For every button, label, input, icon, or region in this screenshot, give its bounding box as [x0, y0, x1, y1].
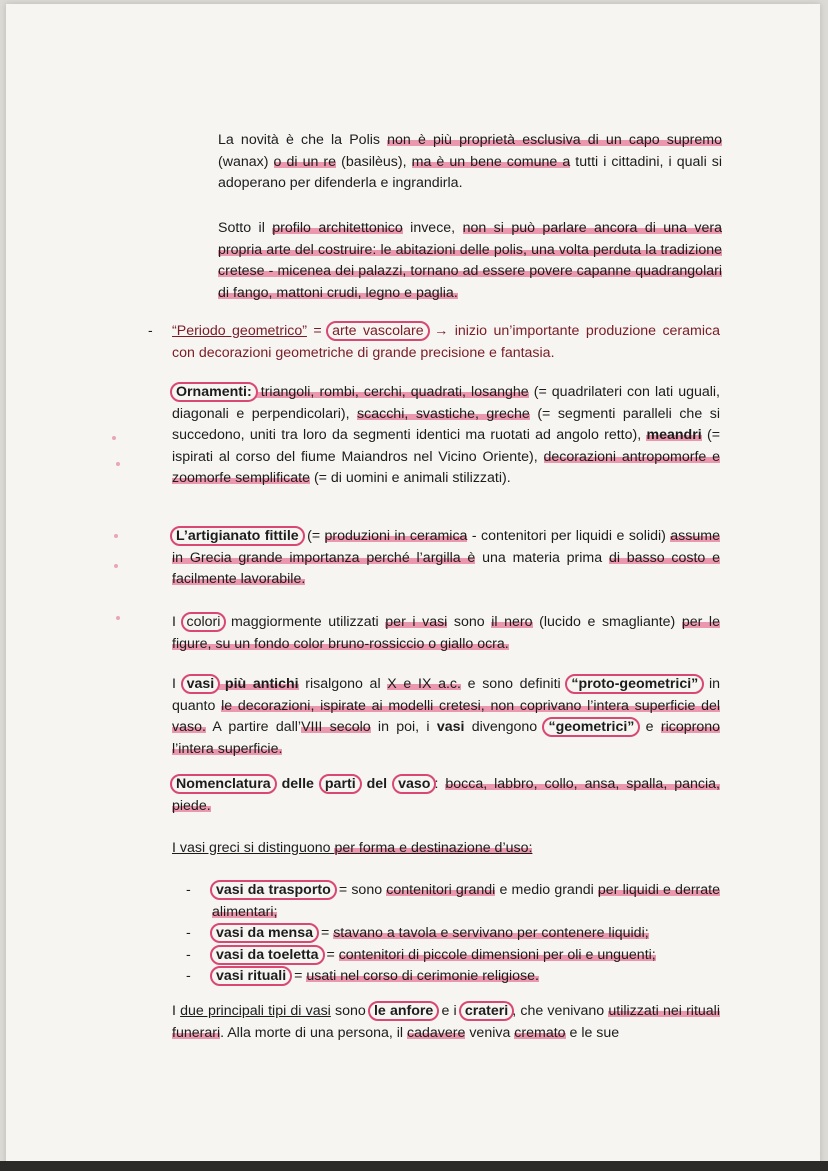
- highlight: per i vasi: [385, 614, 448, 630]
- text: sono: [330, 1003, 370, 1019]
- text: = sono: [334, 882, 387, 898]
- text: invece,: [402, 220, 463, 236]
- circled-term: parti: [319, 774, 362, 794]
- paragraph-anfore-crateri: [172, 1001, 720, 1044]
- text: in quanto: [172, 676, 720, 714]
- circled-term: “geometrici”: [542, 717, 640, 737]
- paragraph-periodo-geometrico: [172, 321, 720, 364]
- text: Sotto il: [218, 220, 273, 236]
- highlight: per le figure, su un fondo color bruno-rossiccio o giallo ocra.: [172, 614, 720, 652]
- text: (= ispirati al corso del fiume Maiandros nel Vicino Oriente),: [172, 427, 720, 465]
- highlight: bocca, labbro, collo, ansa, spalla, pancia, piede.: [172, 776, 720, 814]
- paragraph-colori: [172, 612, 720, 655]
- list-item: [180, 966, 720, 988]
- text: La novità è che la Polis: [218, 132, 388, 148]
- highlight: ma è un bene comune a: [411, 153, 571, 170]
- highlight: triangoli, rombi, cerchi, quadrati, losanghe: [255, 384, 529, 400]
- list-item: [180, 880, 720, 923]
- highlight: per liquidi e derrate alimentari;: [212, 882, 721, 920]
- text: - contenitori per liquidi e solidi): [467, 528, 671, 544]
- text: e medio grandi: [495, 882, 598, 898]
- text: . Alla morte di una persona, il: [220, 1024, 408, 1041]
- text: (= di uomini e animali stilizzati).: [310, 470, 511, 487]
- highlight: ricoprono l’intera superficie.: [172, 719, 720, 757]
- circled-term: Ornamenti:: [170, 382, 258, 402]
- list-item: [180, 945, 720, 967]
- highlight: non è più proprietà esclusiva di un capo supremo: [387, 132, 722, 148]
- highlight: X e IX a.c.: [387, 676, 461, 692]
- circled-term: vasi da mensa: [210, 923, 319, 943]
- margin-mark: [114, 564, 118, 568]
- circled-term: colori: [181, 612, 227, 632]
- underlined-term: due principali tipi di vasi: [180, 1003, 331, 1019]
- highlight: non si può parlare ancora di una vera propria arte del costruire: le abitazioni delle polis, una volta perduta la tradizione cretese - micenea dei palazzi, tornano ad essere povere capanne quadrangolari di fango, mattoni crudi, legno e paglia.: [218, 220, 722, 301]
- text: sono: [447, 614, 492, 630]
- scan-bottom-edge: [0, 1161, 828, 1171]
- text: veniva: [465, 1024, 515, 1041]
- highlight: più antichi: [218, 676, 299, 692]
- text: A partire dall’: [205, 719, 302, 736]
- paragraph-architettura: [218, 218, 722, 304]
- highlight: meandri: [646, 427, 702, 444]
- circled-term: vasi rituali: [210, 966, 292, 986]
- text: =: [317, 925, 334, 942]
- circled-term: “proto-geometrici”: [565, 674, 704, 694]
- highlight: contenitori di piccole dimensioni per oli e unguenti;: [338, 946, 656, 963]
- text: e le sue: [565, 1024, 620, 1041]
- text: (basilèus),: [336, 153, 412, 170]
- text: delle: [274, 776, 321, 792]
- paragraph-nomenclatura: [172, 774, 720, 817]
- circled-term: vaso: [392, 774, 436, 794]
- text: (lucido e smagliante): [532, 614, 682, 630]
- highlight: utilizzati nei rituali funerari: [172, 1003, 720, 1041]
- text: (=: [302, 528, 325, 544]
- underlined-term: “Periodo geometrico”: [172, 323, 307, 339]
- circled-term: vasi da trasporto: [210, 880, 337, 900]
- text: =: [322, 946, 339, 963]
- circled-term: Nomenclatura: [170, 774, 277, 794]
- text: vasi: [436, 719, 465, 736]
- text: I: [172, 676, 183, 692]
- list-item: [180, 923, 720, 945]
- circled-term: arte vascolare: [326, 321, 430, 341]
- paragraph-vasi-antichi: [172, 674, 720, 760]
- text: (= segmenti paralleli che si succedono, uniti tra loro da segmenti identici ma ruotati ad angolo retto),: [172, 405, 720, 444]
- highlight: decorazioni antropomorfe e zoomorfe semplificate: [172, 448, 720, 487]
- dash-bullet: -: [148, 322, 153, 338]
- dash-bullet: -: [186, 968, 191, 985]
- dash-bullet: -: [186, 882, 191, 898]
- highlight: le decorazioni, ispirate ai modelli cretesi, non coprivano l’intera superficie del vaso.: [172, 697, 720, 736]
- text: e i: [437, 1003, 461, 1019]
- margin-mark: [116, 462, 120, 466]
- text: maggiormente utilizzati: [224, 614, 386, 630]
- text: e sono definiti: [460, 676, 568, 692]
- circled-term: le anfore: [368, 1001, 439, 1021]
- highlight: di basso costo e facilmente lavorabile.: [172, 549, 720, 588]
- paragraph-polis: [218, 130, 722, 195]
- text: → inizio un’importante produzione ceramica con decorazioni geometriche di grande precisione e fantasia.: [172, 323, 720, 361]
- highlight: profilo architettonico: [272, 220, 403, 236]
- text: del: [359, 776, 395, 792]
- text: risalgono al: [298, 676, 388, 692]
- paragraph-ornamenti: [172, 382, 720, 490]
- highlight: usati nel corso di cerimonie religiose.: [306, 968, 539, 985]
- circled-term: crateri: [459, 1001, 514, 1021]
- paragraph-artigianato: [172, 526, 720, 591]
- margin-mark: [114, 534, 118, 538]
- highlight: assume in Grecia grande importanza perché l’argilla è: [172, 528, 720, 566]
- document-page: [6, 4, 820, 1164]
- highlight: cremato: [514, 1024, 566, 1041]
- text: , che venivano: [512, 1003, 609, 1019]
- text: divengono: [464, 719, 545, 736]
- highlight: il nero: [491, 614, 533, 630]
- dash-bullet: -: [186, 925, 191, 942]
- margin-mark: [112, 436, 116, 440]
- highlight: scacchi, svastiche, greche: [357, 405, 530, 422]
- paragraph-distinzione: [172, 838, 720, 860]
- highlight: contenitori grandi: [386, 882, 496, 898]
- highlight: o di un re: [273, 153, 337, 170]
- text: :: [434, 776, 446, 792]
- text: e: [638, 719, 661, 736]
- margin-mark: [116, 616, 120, 620]
- text: (= quadrilateri con lati uguali, diagonali e perpendicolari),: [172, 384, 720, 422]
- circled-term: vasi: [181, 674, 221, 694]
- highlight: stavano a tavola e servivano per contenere liquidi;: [333, 925, 649, 942]
- text: (wanax): [218, 153, 274, 170]
- highlight: per forma e destinazione d’uso:: [334, 840, 533, 856]
- text: I: [172, 1003, 181, 1019]
- dash-bullet: -: [186, 946, 191, 963]
- text: in poi, i: [370, 719, 437, 736]
- highlight: produzioni in ceramica: [324, 528, 468, 544]
- text: =: [306, 323, 329, 339]
- text: =: [290, 968, 307, 985]
- circled-term: vasi da toeletta: [210, 945, 325, 965]
- circled-term: L’artigianato fittile: [170, 526, 305, 546]
- text: una materia prima: [475, 549, 609, 566]
- text: I: [172, 614, 183, 630]
- underlined-term: I vasi greci si distinguono: [172, 840, 335, 856]
- highlight: VIII secolo: [301, 719, 371, 736]
- vessel-types-list: [180, 880, 720, 988]
- highlight: cadavere: [407, 1024, 466, 1041]
- text: tutti i cittadini, i quali si adoperano per difenderla e ingrandirla.: [218, 153, 723, 192]
